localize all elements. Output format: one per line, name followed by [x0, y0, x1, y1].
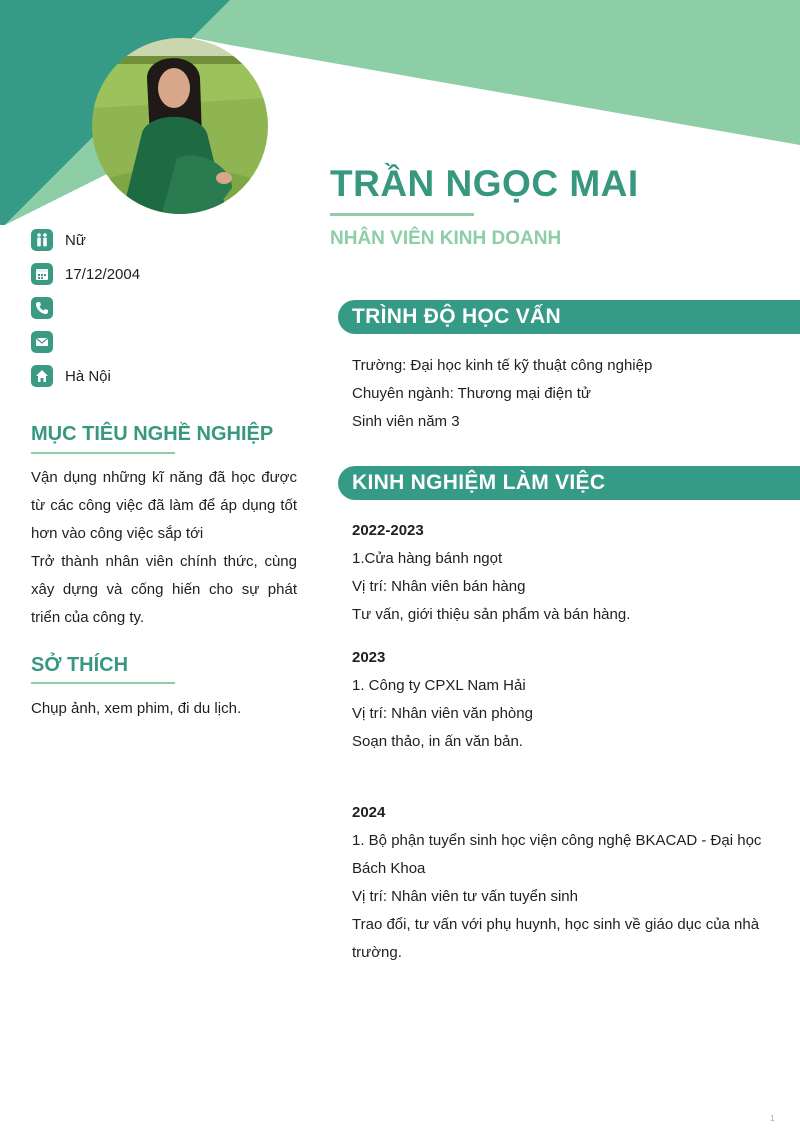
- contact-address-text: Hà Nội: [65, 367, 111, 385]
- contact-gender-text: Nữ: [65, 231, 86, 249]
- job-title: NHÂN VIÊN KINH DOANH: [330, 228, 562, 249]
- experience-period: 2022-2023: [352, 522, 424, 539]
- email-icon: [31, 331, 53, 353]
- experience-position: Vị trí: Nhân viên văn phòng: [352, 705, 533, 722]
- experience-company: 1. Công ty CPXL Nam Hải: [352, 677, 526, 694]
- contact-info: [31, 223, 301, 393]
- phone-icon: [31, 297, 53, 319]
- hobbies-text: [31, 695, 297, 723]
- experience-description: Soạn thảo, in ấn văn bản.: [352, 733, 523, 750]
- experience-heading-bar: [338, 466, 800, 500]
- education-school: Trường: Đại học kinh tế kỹ thuật công nghiệp: [352, 357, 653, 374]
- experience-description: Tư vấn, giới thiệu sản phẩm và bán hàng.: [352, 606, 631, 623]
- hobbies-underline: [31, 682, 175, 684]
- experience-period: 2024: [352, 804, 386, 821]
- objective-paragraph: Trở thành nhân viên chính thức, cùng xây dựng và cống hiến cho sự phát triển của công ty.: [31, 553, 297, 626]
- objective-underline: [31, 452, 175, 454]
- contact-address: [31, 359, 301, 393]
- contact-birthdate: [31, 257, 301, 291]
- education-heading-bar: [338, 300, 800, 334]
- experience-position: Vị trí: Nhân viên bán hàng: [352, 578, 526, 595]
- profile-photo: [92, 38, 268, 214]
- education-major: Chuyên ngành: Thương mại điện tử: [352, 385, 591, 402]
- experience-item: [352, 799, 772, 967]
- home-icon: [31, 365, 53, 387]
- name-underline: [330, 213, 474, 216]
- calendar-icon: [31, 263, 53, 285]
- objective-heading: MỤC TIÊU NGHỀ NGHIỆP: [31, 423, 274, 445]
- experience-period: 2023: [352, 649, 386, 666]
- experience-position: Vị trí: Nhân viên tư vấn tuyển sinh: [352, 888, 578, 905]
- experience-heading: KINH NGHIỆM LÀM VIỆC: [352, 471, 606, 494]
- hobbies-heading: SỞ THÍCH: [31, 654, 129, 676]
- experience-item: [352, 517, 772, 629]
- contact-gender: [31, 223, 301, 257]
- page-number: 1: [770, 1114, 775, 1123]
- education-section: [352, 352, 772, 436]
- experience-item: [352, 644, 772, 756]
- objective-text: [31, 464, 297, 632]
- education-heading: TRÌNH ĐỘ HỌC VẤN: [352, 305, 561, 328]
- full-name: TRẦN NGỌC MAI: [330, 163, 639, 204]
- education-year: Sinh viên năm 3: [352, 413, 460, 430]
- contact-email: [31, 325, 301, 359]
- contact-birthdate-text: 17/12/2004: [65, 265, 141, 283]
- contact-phone: [31, 291, 301, 325]
- experience-description: Trao đổi, tư vấn với phụ huynh, học sinh về giáo dục của nhà trường.: [352, 916, 760, 961]
- hobbies-paragraph: Chụp ảnh, xem phim, đi du lịch.: [31, 700, 242, 717]
- gender-icon: [31, 229, 53, 251]
- objective-paragraph: Vận dụng những kĩ năng đã học được từ các công việc đã làm để áp dụng tốt hơn vào công việc sắp tới: [31, 469, 297, 542]
- experience-company: 1.Cửa hàng bánh ngọt: [352, 550, 503, 567]
- experience-company: 1. Bộ phận tuyển sinh học viện công nghệ BKACAD - Đại học Bách Khoa: [352, 832, 762, 877]
